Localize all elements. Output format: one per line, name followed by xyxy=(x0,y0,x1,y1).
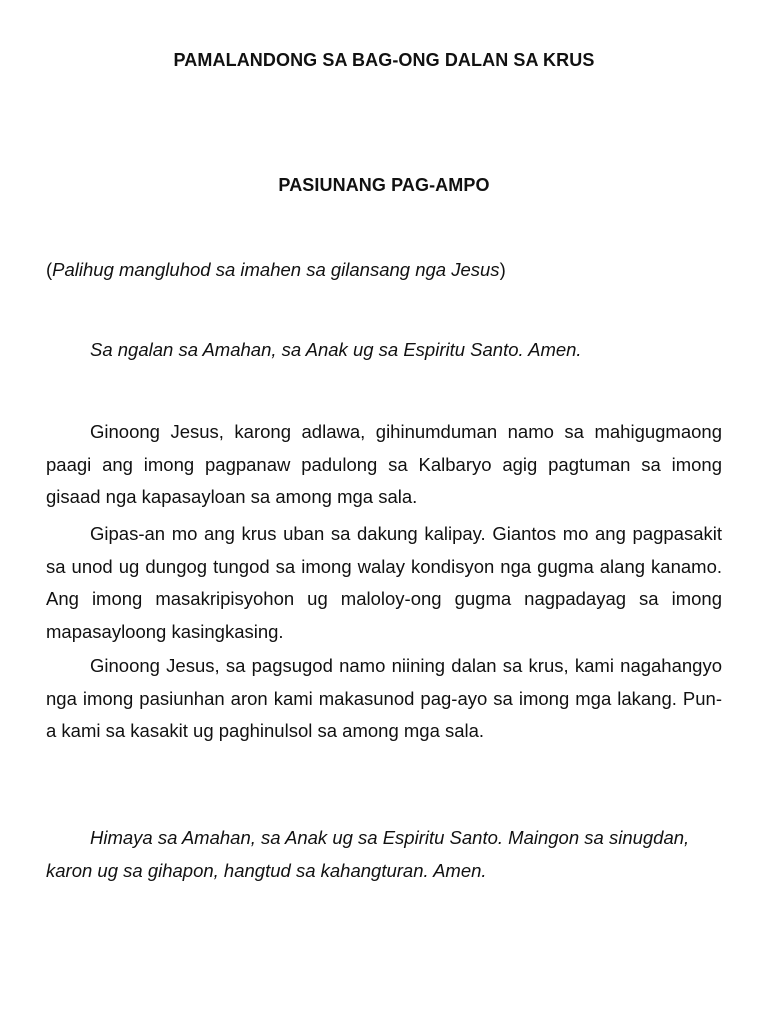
instruction-open-paren: ( xyxy=(46,259,53,280)
instruction-text: Palihug mangluhod sa imahen sa gilansang nga Jesus xyxy=(52,259,500,280)
document-title: PAMALANDONG SA BAG-ONG DALAN SA KRUS xyxy=(173,50,595,70)
glory-be-prayer: Himaya sa Amahan, sa Anak ug sa Espiritu Santo. Maingon sa sinugdan, karon ug sa gihapon, hangtud sa kahangturan. Amen. xyxy=(46,827,690,881)
instruction-close-paren: ) xyxy=(499,259,506,280)
prayer-paragraph: Ginoong Jesus, sa pagsugod namo niining dalan sa krus, kami nagahangyo nga imong pasiunhan aron kami makasunod pag-ayo sa imong mga lakang. Pun-a kami sa kasakit ug paghinulsol sa among mga sala. xyxy=(46,655,722,741)
sign-of-the-cross: Sa ngalan sa Amahan, sa Anak ug sa Espiritu Santo. Amen. xyxy=(90,339,582,360)
prayer-paragraph: Ginoong Jesus, karong adlawa, gihinumduman namo sa mahigugmaong paagi ang imong pagpanaw padulong sa Kalbaryo agig pagtuman sa imong gisaad nga kapasayloan sa among mga sala. xyxy=(46,421,722,507)
prayer-paragraph: Gipas-an mo ang krus uban sa dakung kalipay. Giantos mo ang pagpasakit sa unod ug dungog tungod sa imong walay kondisyon nga gugma alang kanamo. Ang imong masakripisyohon ug maloloy-ong gugma nagpadayag sa imong mapasayloong kasingkasing. xyxy=(46,523,722,642)
section-heading: PASIUNANG PAG-AMPO xyxy=(278,175,490,195)
instruction-note xyxy=(46,254,722,287)
